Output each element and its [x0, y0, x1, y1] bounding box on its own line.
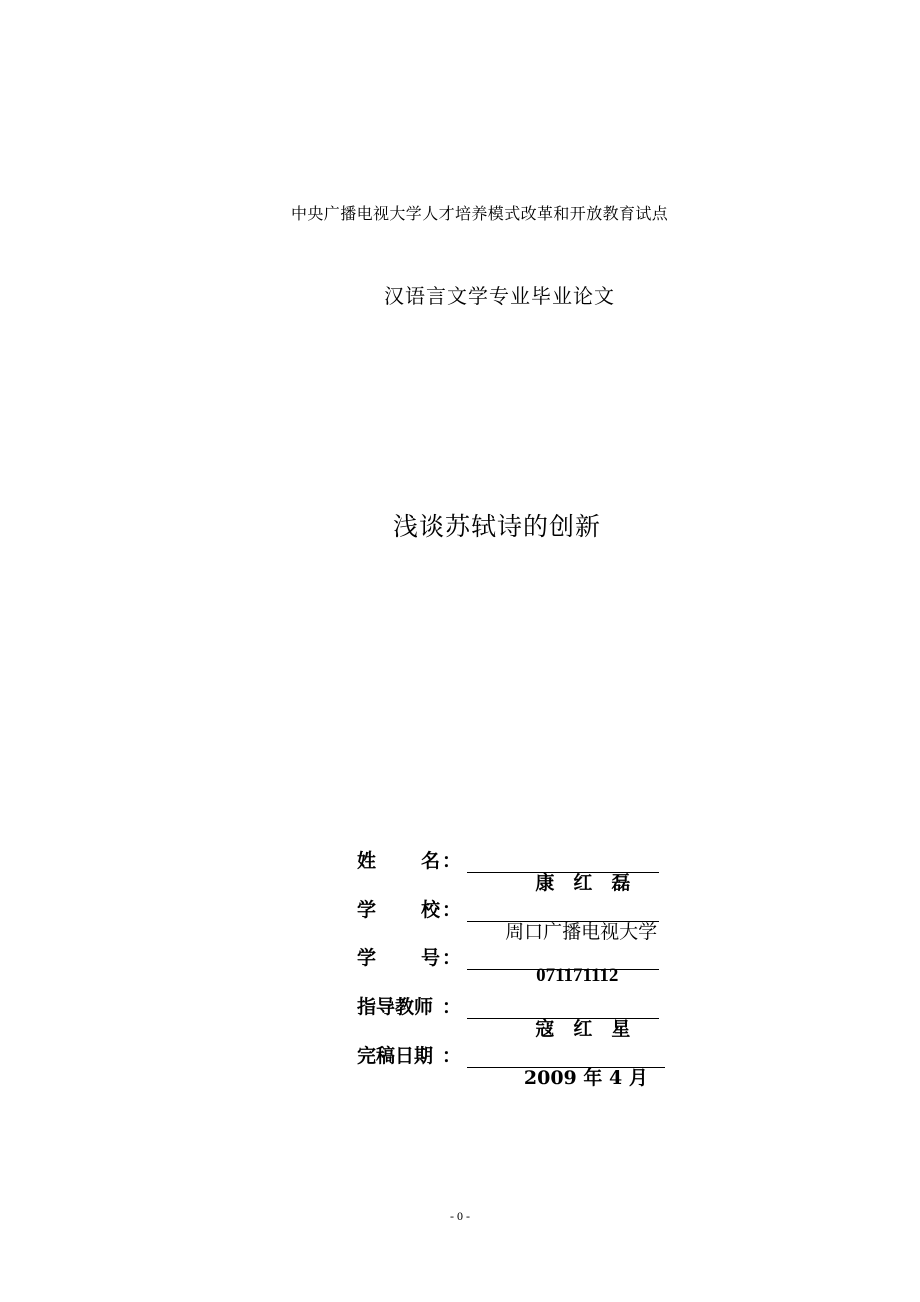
advisor-value: 寇 红 星 — [467, 992, 659, 1019]
major-thesis-heading: 汉语言文学专业毕业论文 — [384, 284, 615, 308]
page-number: - 0 - — [450, 1209, 470, 1223]
program-heading: 中央广播电视大学人才培养模式改革和开放教育试点 — [291, 204, 669, 223]
thesis-title: 浅谈苏轼诗的创新 — [393, 512, 602, 541]
name-value: 康 红 磊 — [467, 846, 659, 873]
student-id-value: 071171112 — [467, 943, 659, 970]
date-value: 2009 年 4 月 — [467, 1041, 665, 1068]
thesis-cover-page: 中央广播电视大学人才培养模式改革和开放教育试点 汉语言文学专业毕业论文 浅谈苏轼诗的创新 姓 名 ： 康 红 磊 学 校 ： 周口广播电视大学 学 号 ： 071171112 指导教师 ： 寇 红 星 完稿日期 ： 2009 年 4 月 - 0 - — [0, 0, 920, 1302]
school-value: 周口广播电视大学 — [467, 895, 659, 922]
